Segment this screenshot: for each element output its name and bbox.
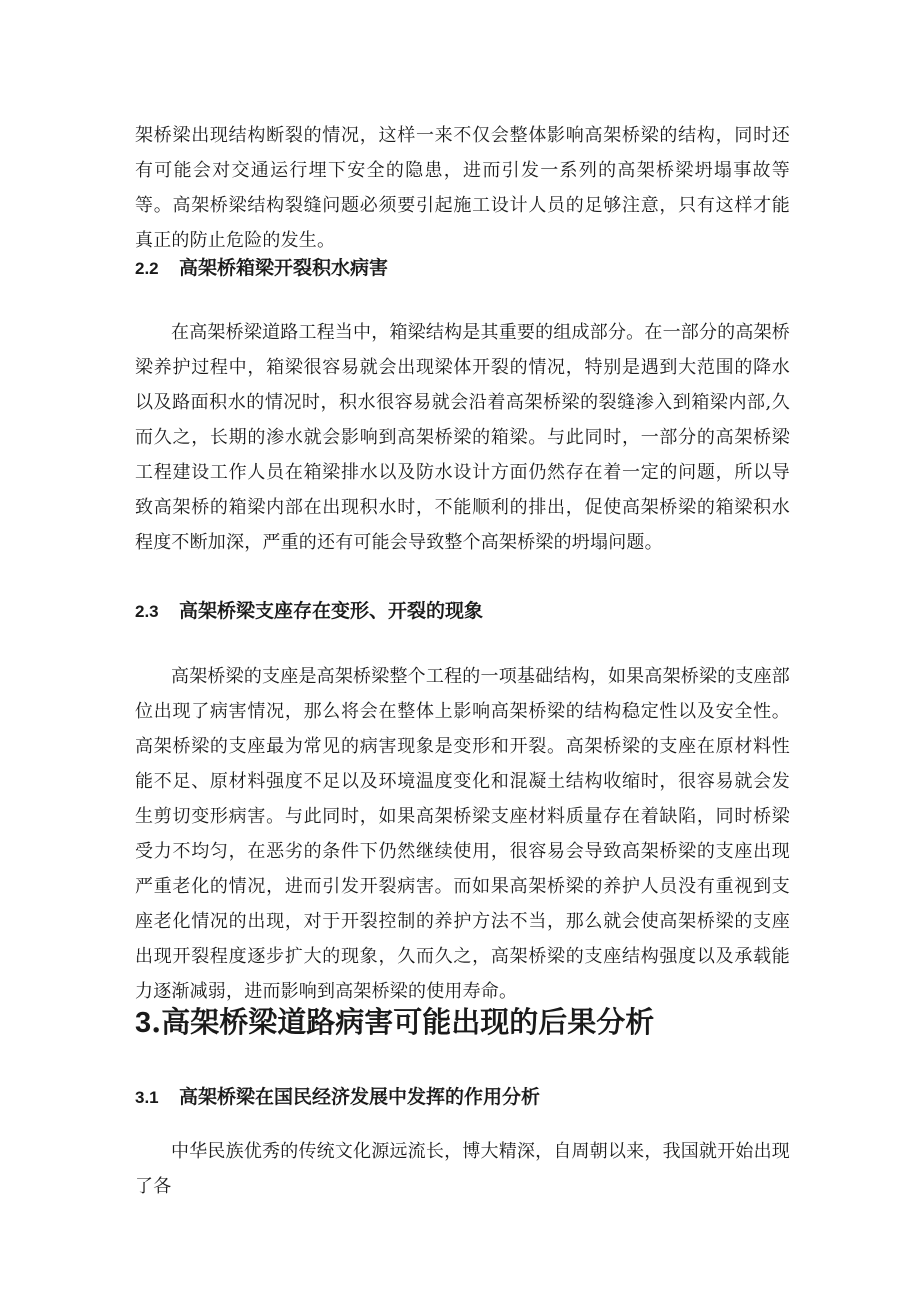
section-heading-2-3 xyxy=(135,597,483,626)
chapter-heading-3 xyxy=(135,1002,654,1043)
paragraph-bearing: 高架桥梁的支座是高架桥梁整个工程的一项基础结构，如果高架桥梁的支座部位出现了病害情况，那么将会在整体上影响高架桥梁的结构稳定性以及安全性。高架桥梁的支座最为常见的病害现象是变形和开裂。高架桥梁的支座在原材料性能不足、原材料强度不足以及环境温度变化和混凝土结构收缩时，很容易就会发生剪切变形病害。与此同时，如果高架桥梁支座材料质量存在着缺陷，同时桥梁受力不均匀，在恶劣的条件下仍然继续使用，很容易会导致高架桥梁的支座出现严重老化的情况，进而引发开裂病害。而如果高架桥梁的养护人员没有重视到支座老化情况的出现，对于开裂控制的养护方法不当，那么就会使高架桥梁的支座出现开裂程度逐步扩大的现象，久而久之，高架桥梁的支座结构强度以及承载能力逐渐减弱，进而影响到高架桥梁的使用寿命。 xyxy=(135,666,790,1002)
chapter-title: .高架桥梁道路病害可能出现的后果分析 xyxy=(151,1005,655,1039)
section-title: 高架桥箱梁开裂积水病害 xyxy=(179,257,389,279)
section-number: 3.1 xyxy=(135,1088,159,1107)
paragraph-box-girder: 在高架桥梁道路工程当中，箱梁结构是其重要的组成部分。在一部分的高架桥梁养护过程中，箱梁很容易就会出现梁体开裂的情况，特别是遇到大范围的降水以及路面积水的情况时，积水很容易就会沿着高架桥梁的裂缝渗入到箱梁内部,久而久之，长期的渗水就会影响到高架桥梁的箱梁。与此同时，一部分的高架桥梁工程建设工作人员在箱梁排水以及防水设计方面仍然存在着一定的问题，所以导致高架桥的箱梁内部在出现积水时，不能顺利的排出，促使高架桥梁的箱梁积水程度不断加深，严重的还有可能会导致整个高架桥梁的坍塌问题。 xyxy=(135,322,790,553)
section-title: 高架桥梁在国民经济发展中发挥的作用分析 xyxy=(179,1086,541,1108)
section-heading-2-2 xyxy=(135,254,388,283)
section-heading-3-1 xyxy=(135,1083,540,1112)
paragraph-culture: 中华民族优秀的传统文化源远流长，博大精深，自周朝以来，我国就开始出现了各 xyxy=(135,1141,790,1197)
section-number: 2.3 xyxy=(135,602,159,621)
chapter-number: 3 xyxy=(135,1007,152,1039)
section-number: 2.2 xyxy=(135,259,159,278)
paragraph-bridge-fracture: 架桥梁出现结构断裂的情况，这样一来不仅会整体影响高架桥梁的结构，同时还有可能会对交通运行埋下安全的隐患，进而引发一系列的高架桥梁坍塌事故等等。高架桥梁结构裂缝问题必须要引起施工设计人员的足够注意，只有这样才能真正的防止危险的发生。 xyxy=(135,125,790,251)
section-title: 高架桥梁支座存在变形、开裂的现象 xyxy=(179,600,484,622)
